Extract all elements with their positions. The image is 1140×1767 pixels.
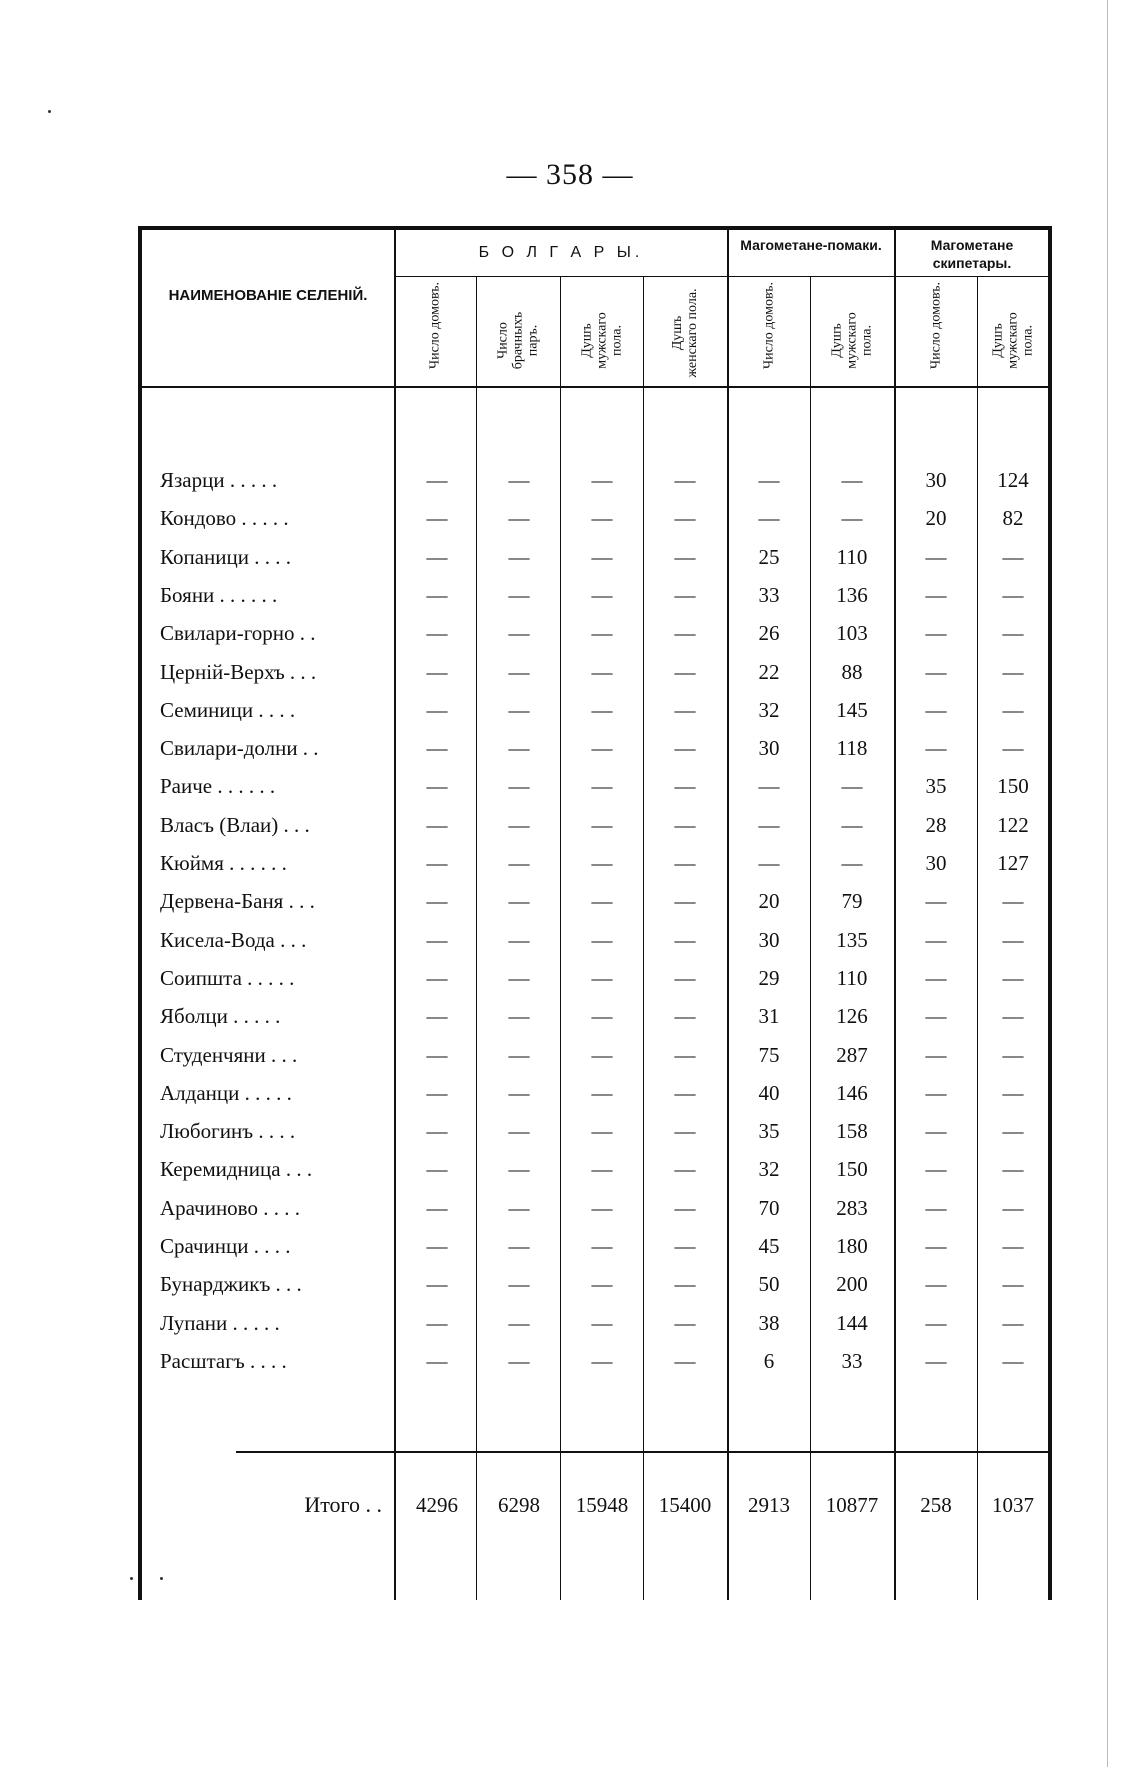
table-cell: — [925, 1157, 947, 1182]
table-cell: — [508, 851, 530, 875]
col-sep [560, 276, 561, 1600]
table-cell: — [674, 1080, 696, 1105]
table-cell: 127 [997, 851, 1029, 875]
table-cell: — [426, 1080, 448, 1105]
col-header-pomak-male: Душъ мужскаго пола. [829, 312, 875, 369]
table-cell: — [674, 1042, 696, 1067]
table-cell: 200 [836, 1272, 868, 1297]
table-cell: 20 [925, 506, 947, 531]
table-cell: — [426, 965, 448, 990]
table-cell: — [591, 965, 613, 990]
table-cell: 33 [758, 582, 780, 607]
village-name: Кисела-Вода . . . [160, 927, 307, 952]
table-cell: — [508, 1119, 530, 1144]
table-cell: — [426, 1234, 448, 1258]
table-cell: — [591, 1272, 613, 1297]
table-cell: 126 [836, 1004, 868, 1029]
table-cell: — [508, 582, 530, 607]
table-cell: — [674, 1234, 696, 1258]
table-cell: — [426, 1119, 448, 1144]
table-cell: 150 [836, 1157, 868, 1182]
table-cell: — [426, 1004, 448, 1029]
col-header-bg-female: Душъ женскаго пола. [670, 288, 700, 378]
table-cell: 103 [836, 621, 868, 646]
total-cell: 4296 [416, 1493, 458, 1517]
table-cell: — [426, 851, 448, 875]
total-cell: 15400 [658, 1493, 712, 1517]
col-sep [643, 276, 644, 1600]
table-cell: — [591, 621, 613, 646]
table-cell: — [508, 621, 530, 646]
table-cell: — [426, 889, 448, 914]
table-cell: — [426, 1272, 448, 1297]
table-cell: 82 [1002, 506, 1024, 531]
col-sep [810, 276, 811, 1600]
table-cell: 144 [836, 1310, 868, 1335]
table-cell: — [591, 506, 613, 531]
table-cell: 20 [758, 889, 780, 914]
table-cell: 150 [997, 774, 1029, 799]
table-cell: — [591, 736, 613, 761]
table-cell: — [925, 1234, 947, 1258]
table-cell: — [674, 697, 696, 722]
table-cell: — [508, 1004, 530, 1029]
table-cell: — [1002, 1195, 1024, 1220]
village-name: Семиници . . . . [160, 697, 296, 722]
table-cell: — [925, 697, 947, 722]
village-name: Дервена-Баня . . . [160, 889, 315, 914]
village-name: Соипшта . . . . . [160, 965, 295, 990]
village-name: Арачиново . . . . [160, 1195, 300, 1220]
total-cell: 2913 [748, 1493, 790, 1517]
table-cell: 70 [758, 1195, 780, 1220]
group-header-bulgars: Б О Л Г А Р Ы. [478, 244, 644, 261]
col-sep [394, 230, 396, 1600]
table-cell: — [591, 1080, 613, 1105]
table-cell: — [426, 812, 448, 837]
table-cell: 6 [763, 1348, 775, 1373]
table-cell: — [508, 1195, 530, 1220]
table-cell: — [674, 1348, 696, 1373]
table-cell: — [508, 1042, 530, 1067]
table-cell: — [925, 889, 947, 914]
col-header-pomak-houses: Число домовъ. [761, 282, 777, 370]
table-cell: — [508, 812, 530, 837]
table-cell: — [591, 774, 613, 799]
village-name: Керемидница . . . [160, 1157, 313, 1182]
table-cell: — [758, 851, 780, 875]
table-cell: — [426, 659, 448, 684]
table-cell: — [1002, 582, 1024, 607]
table-cell: 30 [925, 468, 947, 492]
table-cell: — [1002, 621, 1024, 646]
table-cell: — [1002, 736, 1024, 761]
table-cell: — [508, 1348, 530, 1373]
table-cell: — [925, 1310, 947, 1335]
table-cell: — [426, 1157, 448, 1182]
table-cell: — [591, 659, 613, 684]
village-name: Яболци . . . . . [160, 1004, 281, 1029]
table-cell: — [508, 544, 530, 569]
table-cell: 145 [836, 697, 868, 722]
table-cell: — [674, 621, 696, 646]
table-cell: — [758, 506, 780, 531]
table-cell: — [925, 1119, 947, 1144]
table-cell: — [508, 736, 530, 761]
speck [48, 110, 51, 113]
table-cell: — [674, 506, 696, 531]
table-cell: — [674, 889, 696, 914]
table-cell: — [674, 544, 696, 569]
table-cell: — [674, 1310, 696, 1335]
table-cell: — [674, 965, 696, 990]
table-cell: — [426, 1042, 448, 1067]
table-cell: — [426, 1348, 448, 1373]
table-cell: — [591, 697, 613, 722]
table-cell: 146 [836, 1080, 868, 1105]
name-column-header: НАИМЕНОВАНІЕ СЕЛЕНІЙ. [168, 287, 368, 304]
village-name: Свилари-горно . . [160, 621, 316, 646]
table-cell: 33 [841, 1348, 863, 1373]
table-cell: 88 [841, 659, 863, 684]
page-edge-line [1107, 0, 1108, 1767]
table-cell: — [674, 468, 696, 492]
village-name: Бунарджикъ . . . [160, 1272, 302, 1297]
table-cell: 283 [836, 1195, 868, 1220]
table-cell: — [591, 1004, 613, 1029]
table-cell: — [674, 736, 696, 761]
table-cell: — [426, 1310, 448, 1335]
table-cell: 124 [997, 468, 1029, 492]
table-cell: — [1002, 927, 1024, 952]
table-cell: — [674, 1004, 696, 1029]
col-header-skip-male: Душъ мужскаго пола. [990, 312, 1036, 369]
table-cell: — [1002, 1348, 1024, 1373]
table-cell: — [925, 927, 947, 952]
village-name: Власъ (Влаи) . . . [160, 812, 310, 837]
table-cell: — [674, 812, 696, 837]
table-cell: — [674, 582, 696, 607]
table-cell: — [426, 582, 448, 607]
table-cell: — [925, 621, 947, 646]
table-cell: 38 [758, 1310, 780, 1335]
table-cell: — [508, 1157, 530, 1182]
table-cell: — [508, 506, 530, 531]
village-name: Студенчяни . . . [160, 1042, 298, 1067]
table-cell: — [508, 1234, 530, 1258]
table-cell: — [674, 1157, 696, 1182]
table-cell: 122 [997, 812, 1029, 837]
table-cell: — [591, 1119, 613, 1144]
total-cell: 6298 [498, 1493, 540, 1517]
table-cell: — [591, 582, 613, 607]
table-cell: 25 [758, 544, 780, 569]
table-cell: — [591, 812, 613, 837]
group-divider [395, 276, 1048, 277]
table-cell: — [674, 851, 696, 875]
table-cell: — [674, 1272, 696, 1297]
table-cell: 30 [925, 851, 947, 875]
table-cell: 158 [836, 1119, 868, 1144]
table-cell: — [591, 544, 613, 569]
village-name: Кондово . . . . . [160, 506, 289, 531]
table-cell: — [674, 1119, 696, 1144]
table-cell: — [508, 468, 530, 492]
table-cell: — [1002, 1042, 1024, 1067]
total-cell: 258 [920, 1493, 952, 1517]
table-cell: — [1002, 1080, 1024, 1105]
table-cell: — [426, 736, 448, 761]
table-cell: — [925, 659, 947, 684]
table-cell: — [925, 1080, 947, 1105]
table-cell: — [426, 621, 448, 646]
village-name: Раиче . . . . . . [160, 774, 276, 799]
table-cell: — [426, 927, 448, 952]
table-cell: — [674, 659, 696, 684]
table-cell: — [925, 1195, 947, 1220]
table-cell: — [758, 774, 780, 799]
table-cell: — [508, 774, 530, 799]
table-cell: — [591, 1195, 613, 1220]
table-cell: — [1002, 1234, 1024, 1258]
table-cell: — [1002, 1272, 1024, 1297]
table-cell: — [426, 506, 448, 531]
table-cell: — [426, 1195, 448, 1220]
table-cell: — [925, 736, 947, 761]
table-cell: 180 [836, 1234, 868, 1258]
table-cell: 79 [841, 889, 863, 914]
table-cell: — [508, 1272, 530, 1297]
table-cell: 26 [758, 621, 780, 646]
village-name: Кюймя . . . . . . [160, 851, 287, 875]
table-cell: — [591, 1234, 613, 1258]
table-cell: — [426, 544, 448, 569]
table-cell: 29 [758, 965, 780, 990]
table-cell: — [426, 774, 448, 799]
table-cell: — [591, 1348, 613, 1373]
table-cell: 118 [836, 736, 868, 761]
table-cell: — [674, 774, 696, 799]
table-cell: — [758, 468, 780, 492]
table-cell: 35 [925, 774, 947, 799]
table-cell: — [925, 1042, 947, 1067]
table-cell: — [925, 582, 947, 607]
col-header-bg-couples: Число брачныхъ паръ. [495, 311, 541, 370]
col-header-bg-male: Душъ мужскаго пола. [579, 312, 625, 369]
table-cell: 287 [836, 1042, 868, 1067]
total-cell: 1037 [992, 1493, 1034, 1517]
col-header-skip-houses: Число домовъ. [928, 282, 944, 370]
table-cell: — [591, 468, 613, 492]
table-cell: — [426, 697, 448, 722]
table-cell: — [841, 468, 863, 492]
table-cell: — [1002, 1119, 1024, 1144]
totals-rule [236, 1451, 1048, 1453]
header-bottom-border [142, 386, 1048, 388]
village-name: Лупани . . . . . [160, 1310, 280, 1335]
page-number: — 358 — [506, 158, 634, 191]
table-cell: — [508, 1080, 530, 1105]
total-cell: 10877 [825, 1493, 879, 1517]
group-header-pomaks: Магометане-помаки. [740, 237, 882, 253]
village-name: Копаници . . . . [160, 544, 291, 569]
village-name: Свилари-долни . . [160, 736, 319, 761]
table-cell: 135 [836, 927, 868, 952]
table-cell: — [1002, 697, 1024, 722]
total-cell: 15948 [575, 1493, 629, 1517]
table-cell: 32 [758, 1157, 780, 1182]
village-name: Церній-Верхъ . . . [160, 659, 317, 684]
table-cell: — [508, 889, 530, 914]
table-cell: — [508, 965, 530, 990]
village-name: Расштагъ . . . . [160, 1348, 287, 1373]
table-cell: 22 [758, 659, 780, 684]
village-name: Язарци . . . . . [160, 468, 278, 492]
table-cell: — [1002, 965, 1024, 990]
table-cell: — [925, 1004, 947, 1029]
table-cell: — [591, 927, 613, 952]
table-cell: — [841, 506, 863, 531]
totals-label: Итого . . [304, 1492, 382, 1517]
village-name: Срачинци . . . . [160, 1234, 291, 1258]
table-cell: 110 [836, 544, 868, 569]
table-cell: — [674, 927, 696, 952]
table-cell: — [841, 812, 863, 837]
table-cell: — [1002, 1004, 1024, 1029]
table-cell: 45 [758, 1234, 780, 1258]
table-cell: — [1002, 659, 1024, 684]
table-cell: — [1002, 1157, 1024, 1182]
table-cell: — [925, 1348, 947, 1373]
table-cell: — [591, 851, 613, 875]
table-cell: — [508, 927, 530, 952]
table-cell: — [925, 965, 947, 990]
table-cell: — [758, 812, 780, 837]
table-cell: 28 [925, 812, 947, 837]
col-header-bg-houses: Число домовъ. [427, 282, 443, 370]
table-cell: — [591, 1157, 613, 1182]
table-cell: 75 [758, 1042, 780, 1067]
speck [130, 1577, 133, 1580]
table-cell: 30 [758, 927, 780, 952]
table-cell: — [841, 851, 863, 875]
table-cell: 110 [836, 965, 868, 990]
table-cell: — [1002, 889, 1024, 914]
village-name: Алданци . . . . . [160, 1080, 292, 1105]
table-cell: — [591, 1042, 613, 1067]
table-cell: 31 [758, 1004, 780, 1029]
speck [160, 1577, 163, 1580]
village-name: Любогинъ . . . . [160, 1119, 296, 1144]
table-left-border [138, 226, 142, 1600]
table-cell: — [426, 468, 448, 492]
table-cell: — [591, 1310, 613, 1335]
table-cell: 35 [758, 1119, 780, 1144]
table-cell: — [591, 889, 613, 914]
table-cell: — [508, 659, 530, 684]
table-cell: — [925, 544, 947, 569]
table-top-border [138, 226, 1052, 230]
table-cell: — [841, 774, 863, 799]
table-cell: 40 [758, 1080, 780, 1105]
table-cell: — [508, 1310, 530, 1335]
table-cell: — [1002, 544, 1024, 569]
group-header-skipetars: Магометане скипетары. [930, 237, 1014, 271]
table-cell: — [1002, 1310, 1024, 1335]
table-cell: — [925, 1272, 947, 1297]
table-cell: — [508, 697, 530, 722]
table-cell: 50 [758, 1272, 780, 1297]
table-cell: 30 [758, 736, 780, 761]
table-cell: 32 [758, 697, 780, 722]
village-name: Бояни . . . . . . [160, 582, 278, 607]
table-cell: — [674, 1195, 696, 1220]
table-cell: 136 [836, 582, 868, 607]
